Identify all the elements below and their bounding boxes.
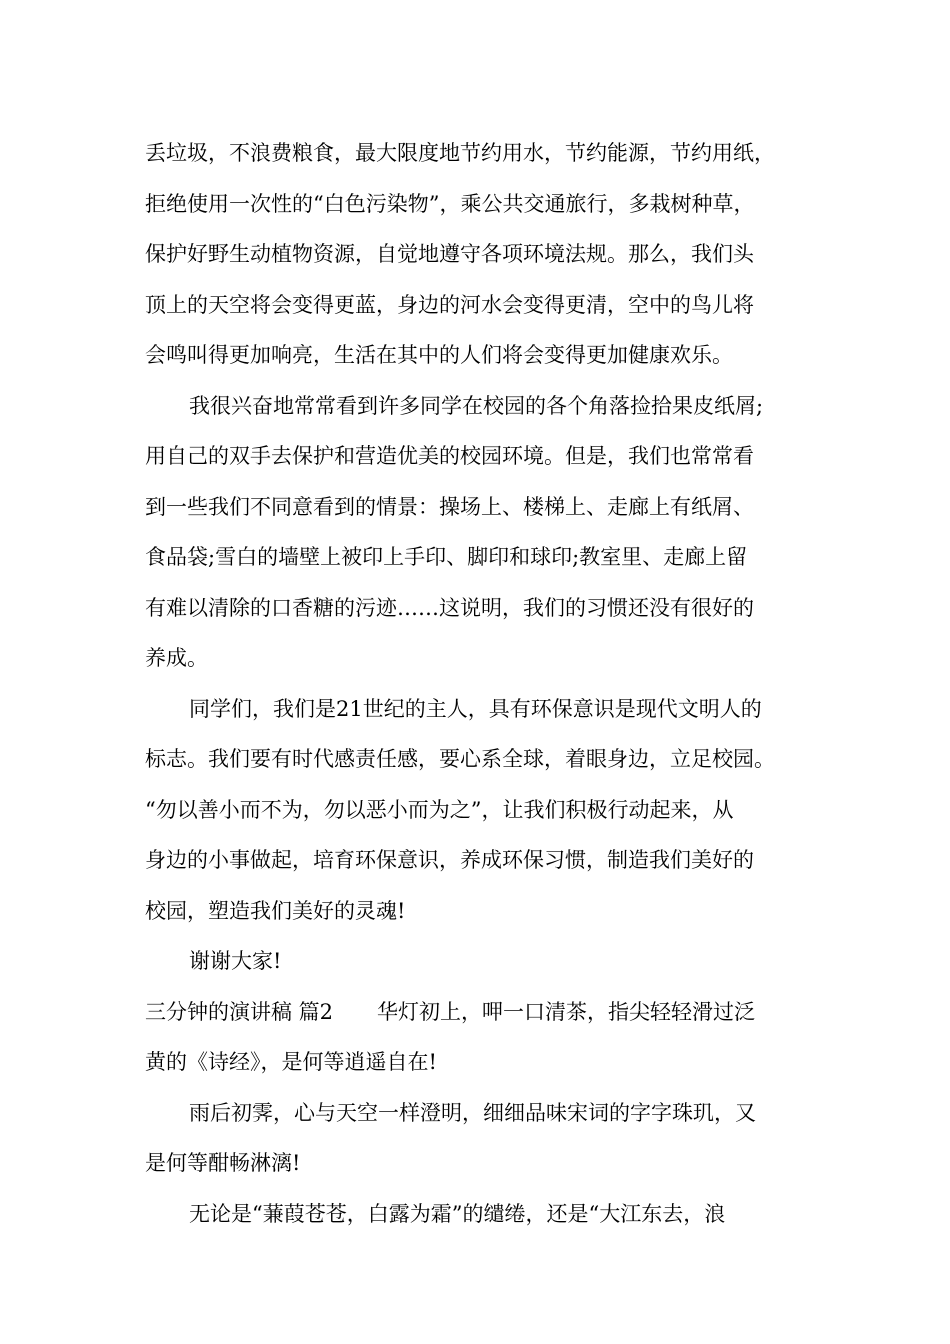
text-line: 无论是“蒹葭苍苍，白露为霜”的缱绻，还是“大江东去，浪 bbox=[189, 1201, 726, 1226]
text-line: 校园，塑造我们美好的灵魂! bbox=[145, 898, 406, 923]
text-line: “勿以善小而不为，勿以恶小而为之”，让我们积极行动起来，从 bbox=[145, 797, 734, 822]
document-body bbox=[145, 128, 810, 1239]
text-line: 会鸣叫得更加响亮，生活在其中的人们将会变得更加健康欢乐。 bbox=[145, 343, 733, 367]
text-line: 拒绝使用一次性的“白色污染物”，乘公共交通旅行，多栽树种草， bbox=[145, 191, 755, 216]
thanks-line: 谢谢大家! bbox=[189, 949, 282, 973]
section-heading: 三分钟的演讲稿 篇2 bbox=[145, 999, 334, 1024]
text-line: 顶上的天空将会变得更蓝，身边的河水会变得更清，空中的鸟儿将 bbox=[145, 292, 754, 317]
text-line: 雨后初霁，心与天空一样澄明，细细品味宋词的字字珠玑，又 bbox=[189, 1100, 756, 1125]
text-line: 食品袋;雪白的墙壁上被印上手印、脚印和球印;教室里、走廊上留 bbox=[145, 545, 748, 569]
text-line: 丢垃圾，不浪费粮食，最大限度地节约用水，节约能源，节约用纸， bbox=[145, 141, 775, 165]
text-line: 我很兴奋地常常看到许多同学在校园的各个角落捡拾果皮纸屑; bbox=[189, 393, 764, 418]
text-line: 用自己的双手去保护和营造优美的校园环境。但是，我们也常常看 bbox=[145, 444, 754, 468]
text-line: 养成。 bbox=[145, 646, 208, 670]
text-line: 是何等酣畅淋漓! bbox=[145, 1151, 301, 1175]
section-text: 华灯初上，呷一口清茶，指尖轻轻滑过泛 bbox=[377, 999, 756, 1024]
text-line: 黄的《诗经》，是何等逍遥自在! bbox=[145, 1050, 437, 1074]
section-heading-line bbox=[145, 987, 810, 1038]
text-line: 同学们，我们是21世纪的主人，具有环保意识是现代文明人的 bbox=[189, 696, 762, 721]
text-line: 到一些我们不同意看到的情景：操场上、楼梯上、走廊上有纸屑、 bbox=[145, 494, 754, 519]
text-line: 有难以清除的口香糖的污迹……这说明，我们的习惯还没有很好的 bbox=[145, 595, 754, 620]
text-line: 标志。我们要有时代感责任感，要心系全球，着眼身边，立足校园。 bbox=[145, 747, 775, 771]
text-line: 身边的小事做起，培育环保意识，养成环保习惯，制造我们美好的 bbox=[145, 848, 754, 872]
text-line: 保护好野生动植物资源，自觉地遵守各项环境法规。那么，我们头 bbox=[145, 242, 754, 266]
